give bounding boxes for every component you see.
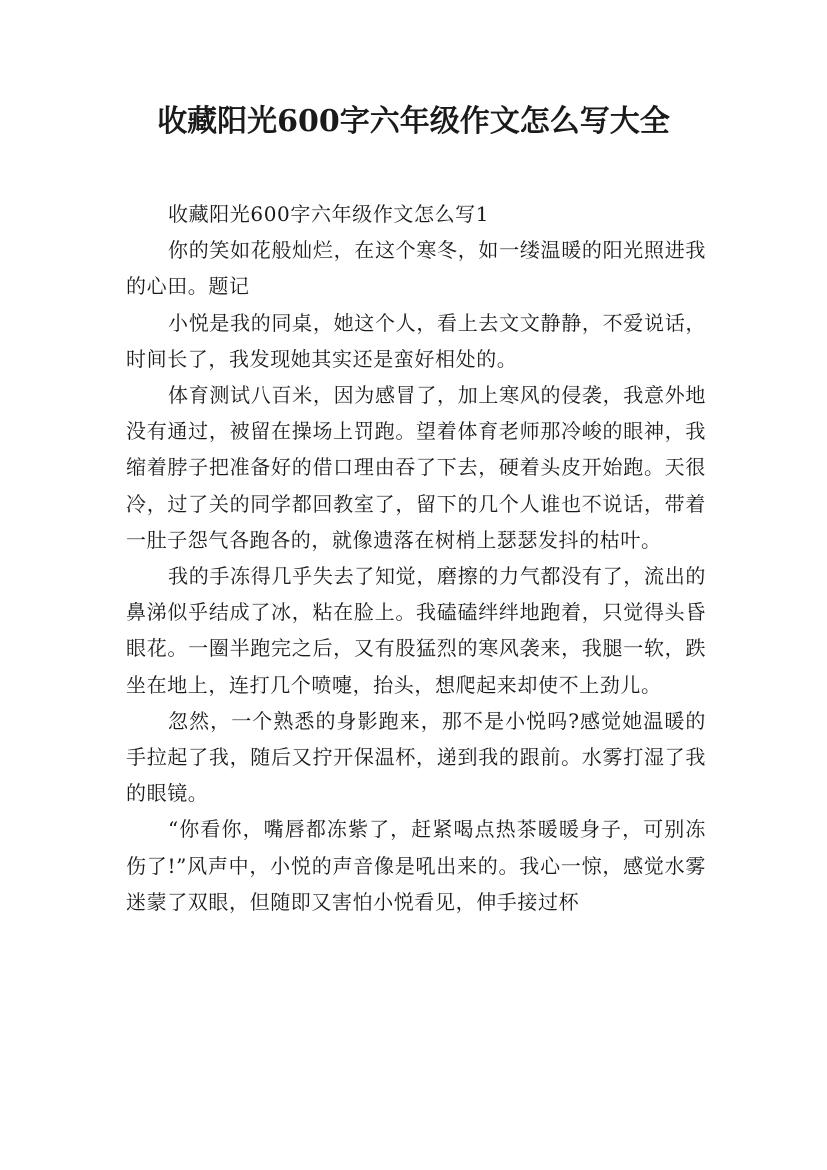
paragraph: 你的笑如花般灿烂，在这个寒冬，如一缕温暖的阳光照进我的心田。题记	[126, 238, 706, 299]
paragraph-heading: 收藏阳光600字六年级作文怎么写1	[168, 202, 490, 226]
paragraph: 忽然，一个熟悉的身影跑来，那不是小悦吗?感觉她温暖的手拉起了我，随后又拧开保温杯，递到我的跟前。水雾打湿了我的眼镜。	[126, 708, 706, 806]
paragraph: 我的手冻得几乎失去了知觉，磨擦的力气都没有了，流出的鼻涕似乎结成了冰，粘在脸上。我磕磕绊绊地跑着，只觉得头昏眼花。一圈半跑完之后，又有股猛烈的寒风袭来，我腿一软，跌坐在地上，连打几个喷嚏，抬头，想爬起来却使不上劲儿。	[126, 564, 706, 697]
document-title: 收藏阳光600字六年级作文怎么写大全	[157, 104, 670, 139]
document-body	[126, 196, 706, 920]
paragraph: 体育测试八百米，因为感冒了，加上寒风的侵袭，我意外地没有通过，被留在操场上罚跑。望着体育老师那冷峻的眼神，我缩着脖子把准备好的借口理由吞了下去，硬着头皮开始跑。天很冷，过了关的同学都回教室了，留下的几个人谁也不说话，带着一肚子怨气各跑各的，就像遗落在树梢上瑟瑟发抖的枯叶。	[126, 383, 706, 552]
paragraph: “你看你，嘴唇都冻紫了，赶紧喝点热茶暖暖身子，可别冻伤了!”风声中，小悦的声音像是吼出来的。我心一惊，感觉水雾迷蒙了双眼，但随即又害怕小悦看见，伸手接过杯	[126, 817, 706, 914]
paragraph: 小悦是我的同桌，她这个人，看上去文文静静，不爱说话，时间长了，我发现她其实还是蛮好相处的。	[126, 310, 706, 371]
